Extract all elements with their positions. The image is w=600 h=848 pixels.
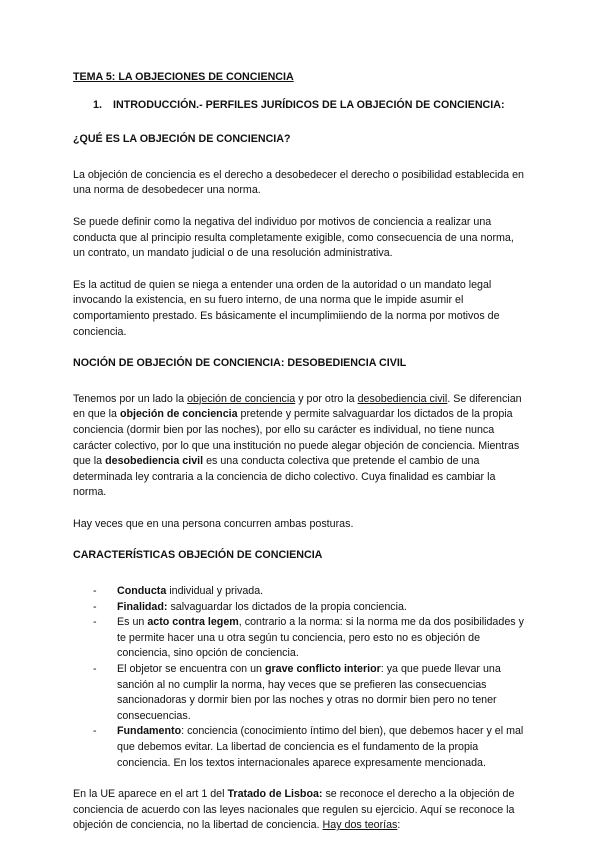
- list-item: [93, 724, 527, 771]
- list-item: [93, 584, 527, 600]
- text-run: Tenemos por un lado la: [73, 392, 188, 405]
- paragraph-ambas: Hay veces que en una persona concurren ambas posturas.: [73, 517, 354, 530]
- term-objecion: objeción de conciencia: [187, 392, 296, 405]
- item-bold: Finalidad:: [117, 600, 168, 613]
- question-heading: ¿QUÉ ES LA OBJECIÓN DE CONCIENCIA?: [73, 133, 291, 146]
- text-run: pretende y permite salvaguardar los dictados de la propia conciencia (dormir bien por las noches), por ello su carácter es individual, no tiene nunca carácter colectivo, por lo que una institución no puede alegar objeción de conciencia. Mientras que la: [73, 408, 520, 468]
- text-run: se reconoce el derecho a la objeción de conciencia de acuerdo con las leyes nacionales que regulen su ejercicio. Aquí se reconoce la objeción de conciencia, no la libertad de conciencia.: [73, 788, 515, 832]
- item-bold: grave conflicto interior: [264, 663, 381, 676]
- dash-marker: -: [93, 725, 97, 738]
- item-text: , contrario a la norma: si la norma me da dos posibilidades y te permite hacer una u otra según tu conciencia, pero esto no es objeción de conciencia, sino opción de conciencia.: [117, 616, 524, 660]
- paragraph-diferencias: [73, 392, 527, 501]
- paragraph-lisboa: [73, 787, 527, 834]
- paragraph-negativa: Se puede definir como la negativa del individuo por motivos de conciencia a realizar una conducta que al principio resulta completamente exigible, como consecuencia de una norma, un contrato, un mandato judicial o de una resolución administrativa.: [73, 215, 514, 260]
- dash-marker: -: [93, 663, 97, 676]
- dash-marker: -: [93, 585, 97, 598]
- list-item: [93, 615, 527, 662]
- bold-desobediencia: desobediencia civil: [105, 455, 204, 468]
- section-title: INTRODUCCIÓN.- PERFILES JURÍDICOS DE LA OBJECIÓN DE CONCIENCIA:: [113, 98, 505, 111]
- item-text: salvaguardar los dictados de la propia conciencia.: [167, 600, 407, 613]
- text-run: . Se diferencian en que la: [73, 392, 522, 421]
- dash-marker: -: [93, 616, 97, 629]
- topic-title: TEMA 5: LA OBJECIONES DE CONCIENCIA: [73, 71, 294, 83]
- section-number: 1.: [93, 98, 102, 111]
- item-text: Es un: [117, 616, 148, 629]
- characteristics-list: [73, 584, 527, 771]
- paragraph-definition: La objeción de conciencia es el derecho a desobedecer el derecho o posibilidad establecida en una norma de desobedecer una norma.: [73, 168, 524, 197]
- item-bold: acto contra legem: [147, 616, 239, 629]
- bold-objecion: objeción de conciencia: [119, 408, 238, 421]
- bold-tratado: Tratado de Lisboa:: [227, 788, 323, 801]
- caracteristicas-heading: CARACTERÍSTICAS OBJECIÓN DE CONCIENCIA: [73, 549, 323, 562]
- item-text: individual y privada.: [166, 585, 264, 598]
- text-run: :: [397, 819, 401, 832]
- section-heading: [73, 98, 527, 114]
- item-text: : conciencia (conocimiento íntimo del bien), que debemos hacer y el mal que debemos evitar. La libertad de conciencia es el fundamento de la propia conciencia. En los textos internacionales aparece expresamente mencionada.: [117, 725, 524, 769]
- item-text: : ya que puede llevar una sanción al no cumplir la norma, hay veces que se prefieren las consecuencias sancionadoras y dormir bien por las noches y otras no dormir bien pero no tener consecuencias.: [117, 663, 501, 722]
- item-text: El objetor se encuentra con un: [117, 663, 265, 676]
- text-run: y por otro la: [295, 392, 358, 405]
- nocion-heading: NOCIÓN DE OBJECIÓN DE CONCIENCIA: DESOBEDIENCIA CIVIL: [73, 357, 407, 370]
- term-dos-teorias: Hay dos teorías: [322, 819, 398, 832]
- item-bold: Fundamento: [117, 725, 182, 738]
- list-item: [93, 662, 527, 724]
- list-item: [93, 600, 527, 616]
- text-run: En la UE aparece en el art 1 del: [73, 788, 228, 801]
- item-bold: Conducta: [117, 585, 167, 598]
- term-desobediencia: desobediencia civil: [357, 392, 448, 405]
- dash-marker: -: [93, 600, 97, 613]
- paragraph-actitud: Es la actitud de quien se niega a entender una orden de la autoridad o un mandato legal invocando la existencia, en su fuero interno, de una norma que le impide asumir el comportamiento prestado. Es básicamente el incumplimiiendo de la norma por motivos de conciencia.: [73, 278, 500, 338]
- text-run: es una conducta colectiva que pretende el cambio de una determinada ley contraria a la conciencia de dicho colectivo. Cuya finalidad es cambiar la norma.: [73, 455, 496, 499]
